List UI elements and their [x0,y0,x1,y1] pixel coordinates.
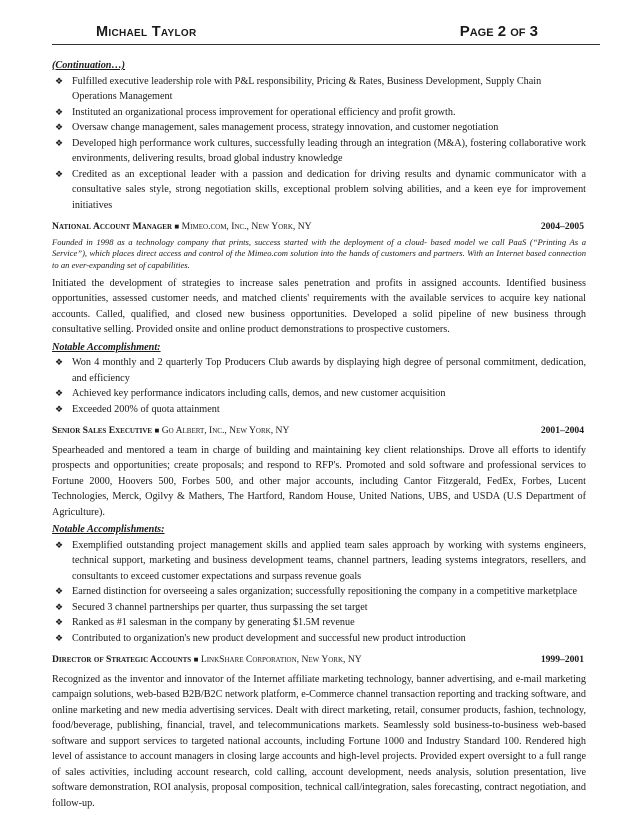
list-item: ❖ Developed high performance work cultures, successfully leading through an integration (M&A), fostering collaborative work environments, delivering results, broad global industry knowledge [55,137,586,164]
diamond-bullet-icon: ❖ [55,601,64,612]
accomplishments-label: Notable Accomplishment: [52,341,161,353]
list-item: ❖ Ranked as #1 salesman in the company by generating $1.5M revenue [52,615,586,631]
list-item: ❖ Won 4 monthly and 2 quarterly Top Producers Club awards by displaying high degree of personal commitment, dedication, and efficiency [55,357,586,384]
separator-icon: ■ [174,222,180,231]
job-header-goalbert [52,423,586,439]
page-number: Page 2 of 3 [459,23,538,40]
diamond-bullet-icon: ❖ [55,75,64,86]
diamond-bullet-icon: ❖ [55,539,64,550]
list-item: ❖ Exemplified outstanding project management skills and applied team sales approach by working with systems engineers, technical support, marketing and business development teams, channel partners, leading systems integrators, resellers, and consultants to exceed customer expectations and surpass revenue goals [55,539,586,582]
separator-icon: ■ [154,426,160,436]
candidate-name [96,24,196,40]
diamond-bullet-icon: ❖ [55,586,64,597]
list-item: ❖ Exceeded 200% of quota attainment [52,402,586,418]
list-item: ❖ Achieved key performance indicators including calls, demos, and new customer acquisition [52,386,586,402]
job-title: National Account Manager [52,221,173,232]
diamond-bullet-icon: ❖ [55,137,64,148]
list-item: ❖ Earned distinction for overseeing a sales organization; successfully repositioning the company in a competitive marketplace [52,584,586,600]
job-company: Mimeo.com, Inc., New York, NY [181,221,312,232]
diamond-bullet-icon: ❖ [55,403,64,414]
job-company: LinkShare Corporation, New York, NY [200,654,362,666]
candidate-name-text: Michael Taylor [96,24,197,40]
list-item: ❖ Fulfilled executive leadership role with P&L responsibility, Pricing & Rates, Business Development, Supply Chain Operations Management [55,75,542,102]
job-header-linkshare [52,652,586,668]
job-title: Senior Sales Executive [52,425,153,437]
list-item: ❖ Instituted an organizational process improvement for operational efficiency and profit growth. [52,105,586,121]
job-dates: 1999–2001 [540,654,584,666]
job-dates: 2004–2005 [540,221,584,232]
accomplishments-list [52,538,586,647]
diamond-bullet-icon: ❖ [55,122,64,132]
page-header [52,18,600,45]
job-summary: Spearheaded and mentored a team in charge of building and maintaining key client relationships. Drove all efforts to identify prospects and opportunities; create proposals; and respond to RFP's. Promoted and sold software and professional services to Fortune 2000, Hoovers 500, Forbes 500, and other major accounts, including Cantor Fitzgerald, FedEx, Forbes, Lucent Technologies, Merck, Ogilvy & Mathers, The Hartford, Random House, United Nations, UBS, and USDA (U.S Department of Agriculture). [52,444,586,518]
diamond-bullet-icon: ❖ [55,388,64,399]
diamond-bullet-icon: ❖ [55,617,64,628]
resume-content [52,58,586,811]
job-dates: 2001–2004 [540,425,584,437]
list-item: ❖ Oversaw change management, sales management process, strategy innovation, and customer negotiation [52,120,586,136]
accomplishments-label: Notable Accomplishments: [52,524,165,536]
job-company: Go Albert, Inc., New York, NY [161,425,290,437]
job-summary: Recognized as the inventor and innovator of the Internet affiliate marketing technology, banner advertising, and e-mail marketing campaign solutions, web-based B2B/B2C network platform, e-Commerce channel transaction reporting and tracking software, and online marketing and new media advertising services. Dealt with direct marketing, retail, consumer products, fashion, technology, food/beverage, publishing, financial, travel, and telecommunications markets. Seamlessly sold business-to-business web-based software and support services to targeted national accounts, including Fortune 1000 and Industry Standard 100. Rendered high level of assistance to account managers in closing large accounts and high-level projects. Provided expert oversight to a full range of sales activities, including account research, cold calling, account development, needs analysis, solution presentation, live software demonstration, ROI analysis, proposal composition, technical call/integration, sales forecasting, contract negotiation, and follow-up. [52,673,586,809]
diamond-bullet-icon: ❖ [55,357,64,368]
list-item: ❖ Credited as an exceptional leader with a passion and dedication for driving results and dynamic communicator with a consultative sales style, strong negotiation skills, exceptional problem solving abilities, and a keen eye for improvement initiatives [55,168,586,211]
job-header-mimeo [52,219,586,235]
diamond-bullet-icon: ❖ [55,632,64,643]
list-item: ❖ Secured 3 channel partnerships per quarter, thus surpassing the set target [52,600,586,616]
separator-icon: ■ [193,655,199,665]
list-item: ❖ Contributed to organization's new product development and successful new product introduction [52,631,586,647]
diamond-bullet-icon: ❖ [55,106,64,117]
continuation-label: (Continuation…) [52,60,126,71]
job-summary: Initiated the development of strategies to increase sales penetration and profits in assigned accounts. Identified business opportunities, assessed customer needs, and matched clients' requirements with the available services to acquire key national accounts. Called, qualified, and closed new business opportunities. Developed a solid pipeline of new business through consultative selling. Provided onsite and online product demonstrations to prospective customers. [52,277,586,336]
intro-bullets [52,74,586,214]
diamond-bullet-icon: ❖ [55,168,64,179]
company-description: Founded in 1998 as a technology company that prints, success started with the deployment of a cloud- based model we call PaaS (“Printing As a Service”), which places direct access and control of the Mimeo.com solution into the hands of customers and partners. With an Internet based connection to an ever-expanding set of capabilities. [52,236,586,271]
accomplishments-list [52,355,586,417]
job-title: Director of Strategic Accounts [52,654,192,666]
